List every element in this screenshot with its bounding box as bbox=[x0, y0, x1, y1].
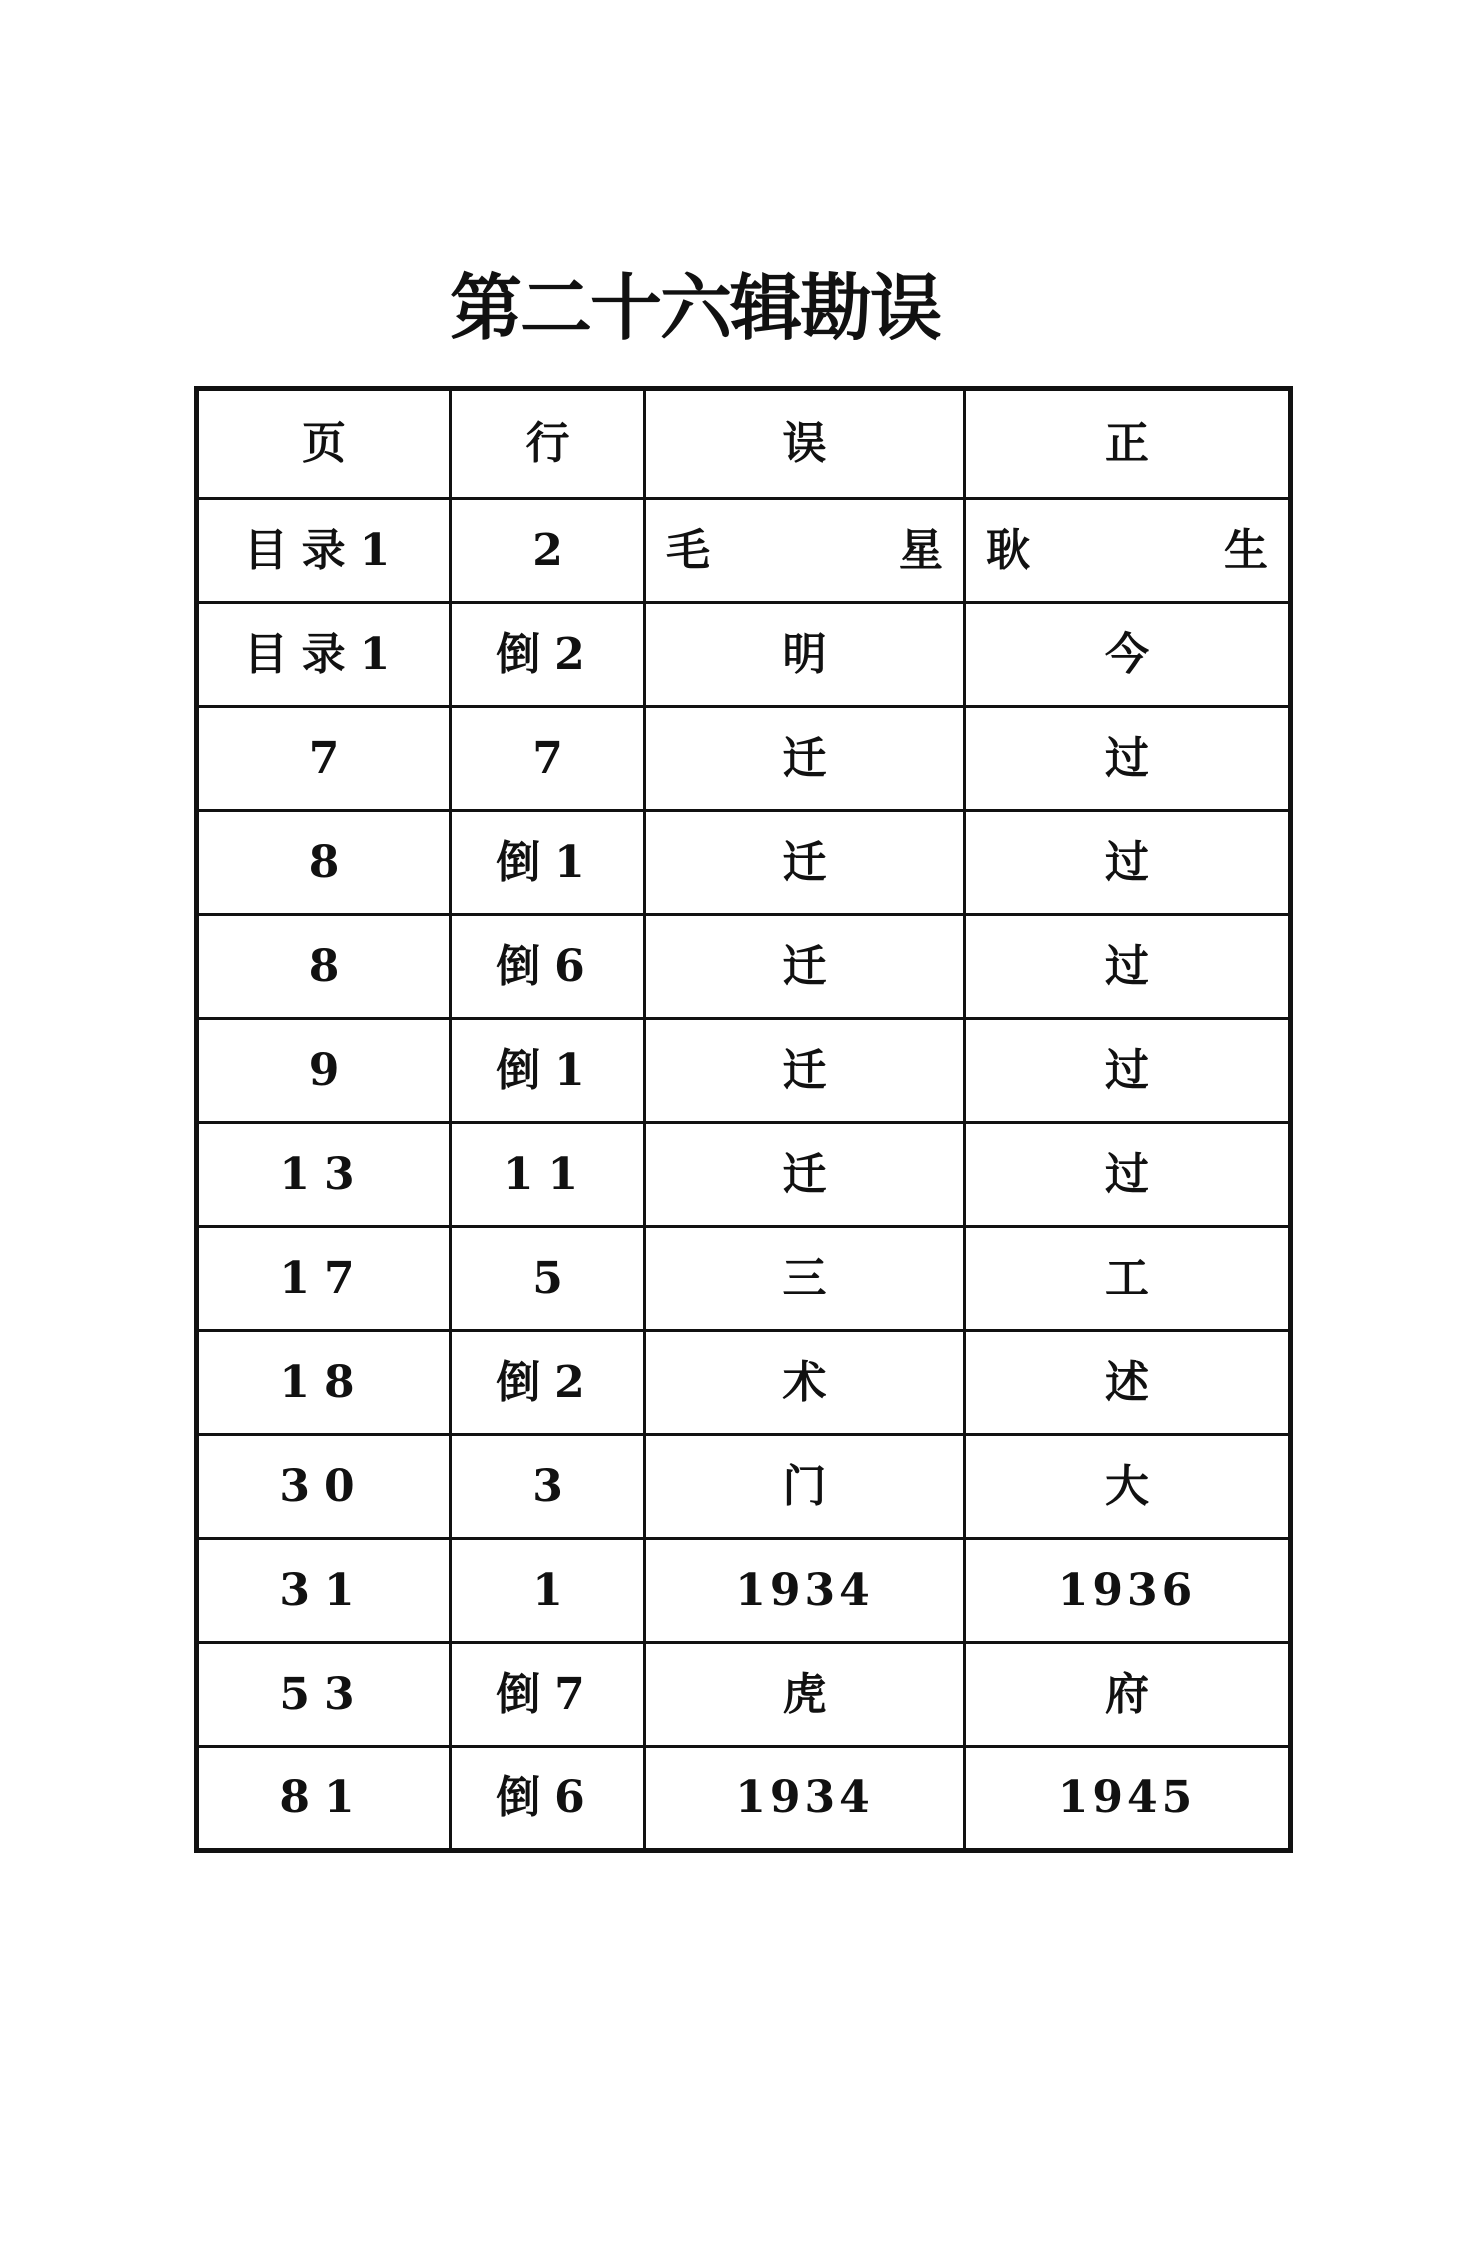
line-cell: 7 bbox=[451, 707, 645, 811]
wrong-char-2: 星 bbox=[899, 524, 943, 576]
correct-cell: 过 bbox=[965, 1019, 1291, 1123]
errata-table-header bbox=[197, 389, 1291, 499]
header-correct: 正 bbox=[965, 389, 1291, 499]
page-cell: 31 bbox=[197, 1539, 451, 1643]
line-cell: 5 bbox=[451, 1227, 645, 1331]
page-cell: 8 bbox=[197, 915, 451, 1019]
wrong-cell: 1934 bbox=[645, 1747, 965, 1851]
wrong-cell: 术 bbox=[645, 1331, 965, 1435]
wrong-cell: 迁 bbox=[645, 1019, 965, 1123]
correct-char-1: 耿 bbox=[986, 524, 1030, 576]
table-row bbox=[197, 1747, 1291, 1851]
correct-cell: 过 bbox=[965, 811, 1291, 915]
correct-cell: 工 bbox=[965, 1227, 1291, 1331]
line-cell: 倒2 bbox=[451, 603, 645, 707]
errata-table-body bbox=[197, 499, 1291, 1851]
correct-cell: 今 bbox=[965, 603, 1291, 707]
wrong-cell: 虎 bbox=[645, 1643, 965, 1747]
page-cell: 8 bbox=[197, 811, 451, 915]
page-cell: 30 bbox=[197, 1435, 451, 1539]
line-cell: 3 bbox=[451, 1435, 645, 1539]
line-cell: 倒6 bbox=[451, 1747, 645, 1851]
correct-char-2: 生 bbox=[1224, 524, 1268, 576]
header-row bbox=[197, 389, 1291, 499]
table-row bbox=[197, 1539, 1291, 1643]
line-cell: 倒1 bbox=[451, 811, 645, 915]
header-wrong: 误 bbox=[645, 389, 965, 499]
page-cell: 9 bbox=[197, 1019, 451, 1123]
wrong-cell: 三 bbox=[645, 1227, 965, 1331]
correct-cell: 过 bbox=[965, 707, 1291, 811]
correct-cell bbox=[965, 499, 1291, 603]
table-row bbox=[197, 1435, 1291, 1539]
page-cell: 7 bbox=[197, 707, 451, 811]
page-title: 第二十六辑勘误 bbox=[449, 266, 940, 350]
correct-cell: 述 bbox=[965, 1331, 1291, 1435]
correct-cell: 1936 bbox=[965, 1539, 1291, 1643]
wrong-cell: 门 bbox=[645, 1435, 965, 1539]
line-cell: 倒7 bbox=[451, 1643, 645, 1747]
line-cell: 1 bbox=[451, 1539, 645, 1643]
table-row bbox=[197, 707, 1291, 811]
page-cell: 53 bbox=[197, 1643, 451, 1747]
correct-cell: 过 bbox=[965, 915, 1291, 1019]
page-cell: 17 bbox=[197, 1227, 451, 1331]
line-cell: 倒1 bbox=[451, 1019, 645, 1123]
wrong-char-1: 毛 bbox=[666, 524, 710, 576]
header-page: 页 bbox=[197, 389, 451, 499]
table-row bbox=[197, 603, 1291, 707]
correct-cell: 府 bbox=[965, 1643, 1291, 1747]
errata-table bbox=[194, 386, 1293, 1853]
table-row bbox=[197, 1019, 1291, 1123]
table-row bbox=[197, 1643, 1291, 1747]
page-cell: 81 bbox=[197, 1747, 451, 1851]
page-cell: 13 bbox=[197, 1123, 451, 1227]
line-cell: 倒2 bbox=[451, 1331, 645, 1435]
wrong-cell bbox=[645, 499, 965, 603]
page-cell: 目录1 bbox=[197, 603, 451, 707]
correct-cell: 过 bbox=[965, 1123, 1291, 1227]
table-row bbox=[197, 811, 1291, 915]
wrong-cell: 迁 bbox=[645, 811, 965, 915]
line-cell: 2 bbox=[451, 499, 645, 603]
wrong-cell: 迁 bbox=[645, 1123, 965, 1227]
wrong-cell: 1934 bbox=[645, 1539, 965, 1643]
line-cell: 倒6 bbox=[451, 915, 645, 1019]
line-cell: 11 bbox=[451, 1123, 645, 1227]
page-cell: 目录1 bbox=[197, 499, 451, 603]
table-row bbox=[197, 499, 1291, 603]
wrong-cell: 迁 bbox=[645, 707, 965, 811]
wrong-cell: 明 bbox=[645, 603, 965, 707]
wrong-cell: 迁 bbox=[645, 915, 965, 1019]
correct-cell: 大 bbox=[965, 1435, 1291, 1539]
table-row bbox=[197, 1227, 1291, 1331]
correct-cell: 1945 bbox=[965, 1747, 1291, 1851]
header-line: 行 bbox=[451, 389, 645, 499]
page-cell: 18 bbox=[197, 1331, 451, 1435]
table-row bbox=[197, 1123, 1291, 1227]
table-row bbox=[197, 915, 1291, 1019]
table-row bbox=[197, 1331, 1291, 1435]
